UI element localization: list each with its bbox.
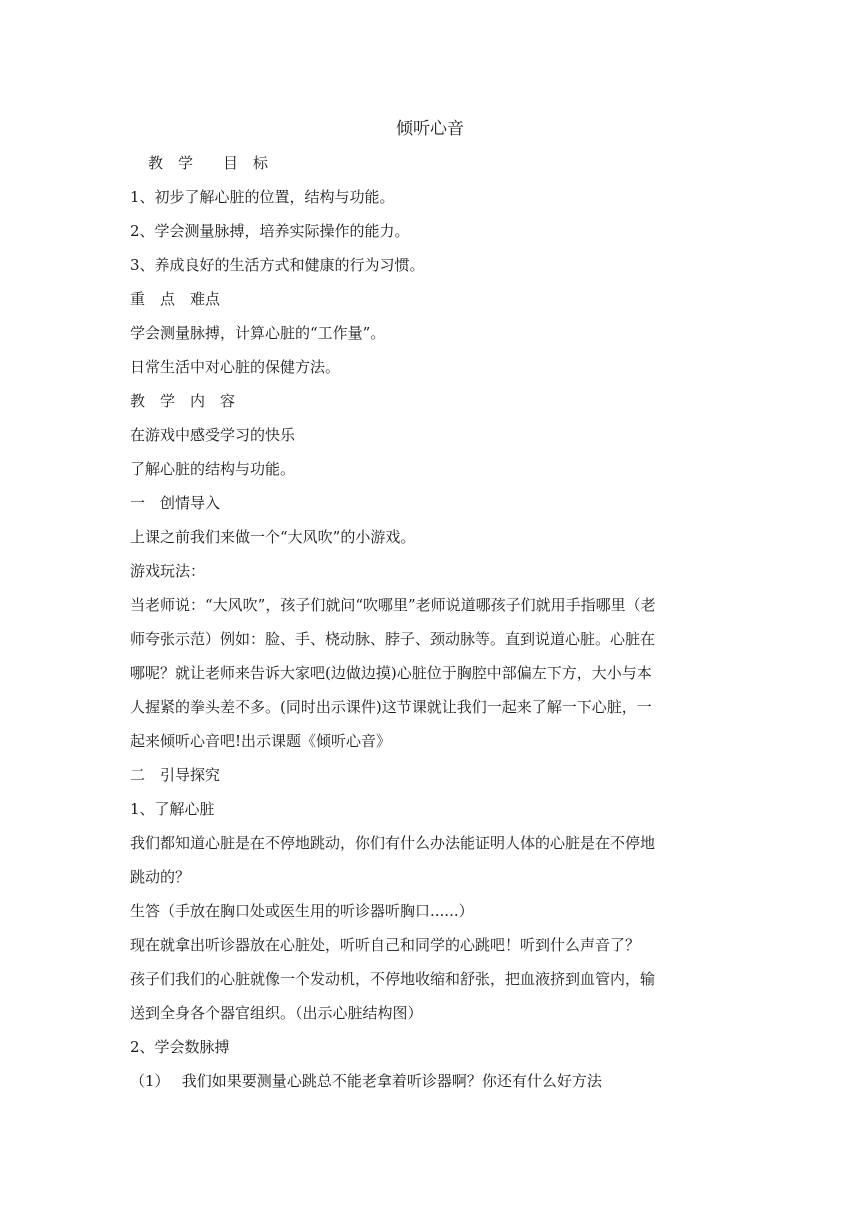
- content-heading: 教 学 内 容: [130, 392, 236, 410]
- key-point: 学会测量脉搏，计算心脏的“工作量”。: [130, 324, 386, 342]
- goal-item: 2、学会测量脉搏，培养实际操作的能力。: [130, 222, 410, 240]
- key-point: 日常生活中对心脏的保健方法。: [130, 358, 341, 376]
- content-item: 了解心脏的结构与功能。: [130, 460, 296, 478]
- heart-paragraph-line: 孩子们我们的心脏就像一个发动机，不停地收缩和舒张，把血液挤到血管内，输: [130, 970, 656, 988]
- goals-heading: 教 学 目 标: [148, 154, 269, 172]
- question-line: 跳动的？: [130, 868, 191, 886]
- game-paragraph-line: 起来倾听心音吧!出示课题《倾听心音》: [130, 732, 392, 750]
- game-paragraph-line: 哪呢？就让老师来告诉大家吧(边做边摸)心脏位于胸腔中部偏左下方，大小与本: [130, 664, 652, 682]
- heart-paragraph-line: 送到全身各个器官组织。（出示心脏结构图）: [130, 1004, 423, 1022]
- document-body: [130, 112, 730, 1098]
- section1-intro: 上课之前我们来做一个“大风吹”的小游戏。: [130, 528, 416, 546]
- goal-item: 3、养成良好的生活方式和健康的行为习惯。: [130, 256, 425, 274]
- student-answer: 生答（手放在胸口处或医生用的听诊器听胸口......）: [130, 902, 474, 920]
- stethoscope-text: 现在就拿出听诊器放在心脏处，听听自己和同学的心跳吧！听到什么声音了？: [130, 936, 641, 954]
- question-line: 我们都知道心脏是在不停地跳动，你们有什么办法能证明人体的心脏是在不停地: [130, 834, 656, 852]
- subsection-heading-2: 2、学会数脉搏: [130, 1038, 230, 1056]
- key-points-heading: 重 点 难点: [130, 290, 221, 308]
- document-title: 倾听心音: [396, 119, 464, 139]
- content-item: 在游戏中感受学习的快乐: [130, 426, 296, 444]
- game-paragraph-line: 师夸张示范）例如：脸、手、桡动脉、脖子、颈动脉等。直到说道心脏。心脏在: [130, 630, 656, 648]
- last-line: （1） 我们如果要测量心跳总不能老拿着听诊器啊？你还有什么好方法: [130, 1072, 602, 1090]
- game-paragraph-line: 人握紧的拳头差不多。(同时出示课件)这节课就让我们一起来了解一下心脏，一: [130, 698, 652, 716]
- game-paragraph-line: 当老师说：“大风吹”，孩子们就问“吹哪里”老师说道哪孩子们就用手指哪里（老: [130, 596, 656, 614]
- game-rules-label: 游戏玩法：: [130, 562, 206, 580]
- subsection-heading-1: 1、了解心脏: [130, 800, 215, 818]
- section-heading-2: 二 引导探究: [130, 766, 221, 784]
- goal-item: 1、初步了解心脏的位置，结构与功能。: [130, 188, 395, 206]
- section-heading-1: 一 创情导入: [130, 494, 221, 512]
